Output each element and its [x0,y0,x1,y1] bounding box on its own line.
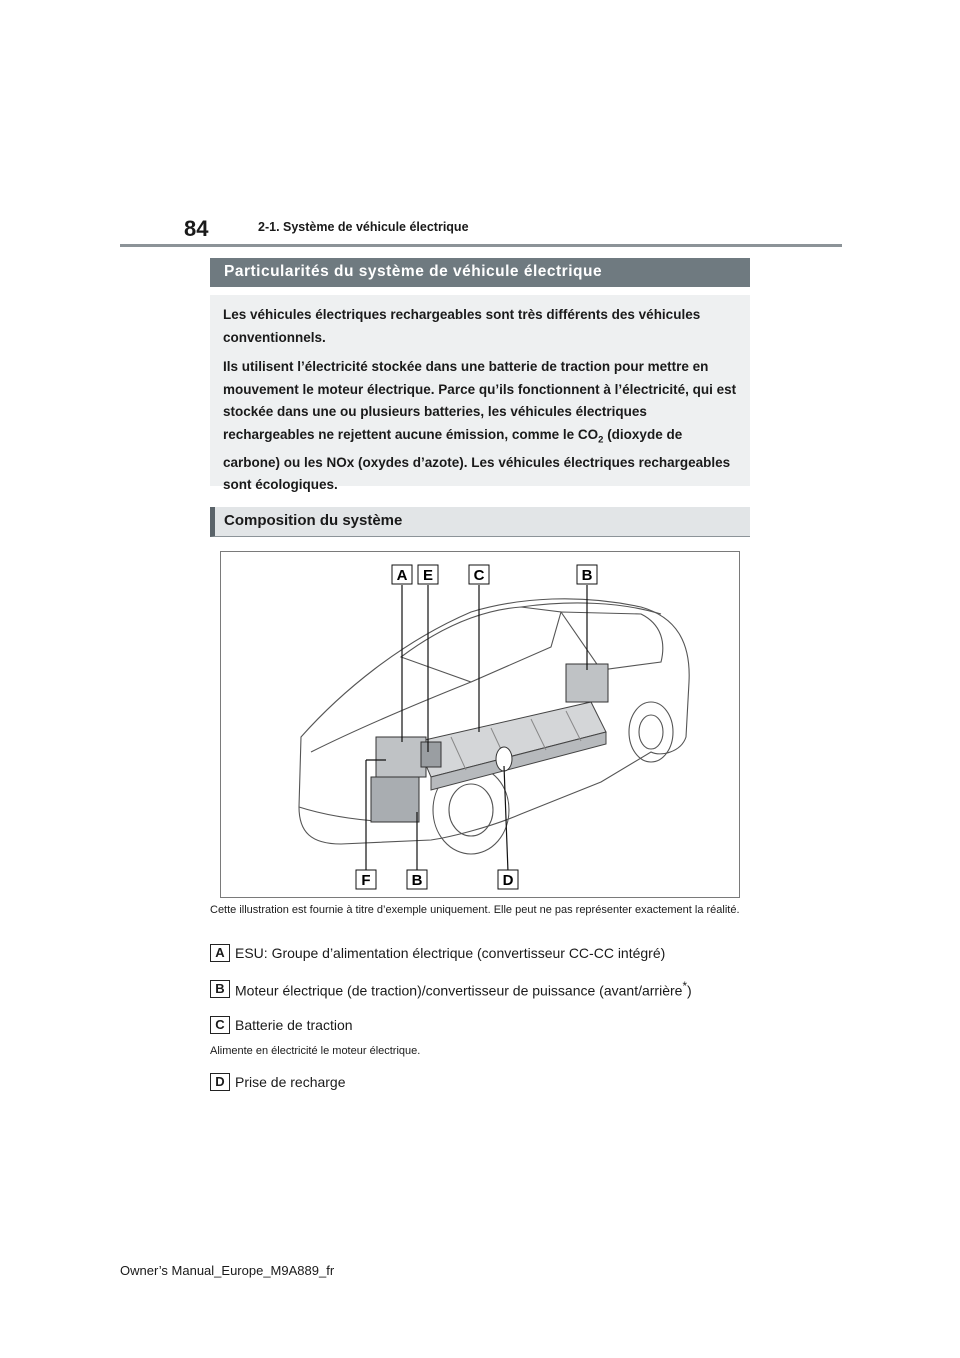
legend-item-a [210,944,665,962]
section-reference: 2-1. Système de véhicule électrique [258,220,469,234]
asterisk-superscript: * [682,980,687,993]
intro-paragraph-2 [223,356,738,497]
legend-key-d: D [210,1073,230,1091]
windshield-outline [401,607,561,682]
legend-key-b: B [210,980,230,998]
legend-key-c: C [210,1016,230,1034]
legend-text-b-suffix: ) [686,982,692,999]
legend-text-d: Prise de recharge [235,1074,346,1090]
rear-wheel-hub [639,715,663,749]
co2-subscript: 2 [598,434,604,446]
system-illustration [220,551,740,898]
header-divider [120,244,842,247]
legend-item-d [210,1073,346,1091]
callout-top-2: E [422,567,434,584]
intro-paragraph-2-text: Ils utilisent l’électricité stockée dans une batterie de traction pour mettre en mouvement le moteur électrique. Parce qu’ils fonctionnent à l’électricité, qui est stockée dans une ou plusieurs batteries, les véhicules électriques rechargeables ne rejettent aucune émission, comme le CO [223,359,737,442]
legend-key-a: A [210,944,230,962]
callout-top-3: C [473,567,485,584]
callout-bottom-1: F [361,872,371,889]
intro-paragraph-2-text-end: (dioxyde de carbone) ou les NOx (oxydes d’azote). Les véhicules électriques rechargeables sont écologiques. [223,426,731,493]
traction-battery [416,702,606,790]
legend-text-b [235,980,692,999]
callout-bottom-2: B [411,872,423,889]
callout-top-1: A [396,567,408,584]
legend-text-a: ESU: Groupe d’alimentation électrique (convertisseur CC-CC intégré) [235,945,666,961]
legend-text-c: Batterie de traction [235,1017,353,1033]
section-title-bar: Particularités du système de véhicule électrique [210,258,750,287]
intro-paragraph-1: Les véhicules électriques rechargeables sont très différents des véhicules conventionnels. [223,307,701,345]
callout-bottom-3: D [502,872,514,889]
legend-note-c: Alimente en électricité le moteur électrique. [210,1045,421,1057]
footer-manual-id: Owner’s Manual_Europe_M9A889_fr [120,1263,335,1278]
legend-item-c [210,1016,353,1034]
callout-top-4: B [581,567,593,584]
figure-caption: Cette illustration est fournie à titre d’exemple uniquement. Elle peut ne pas représenter exactement la réalité. [210,904,740,916]
legend-item-b [210,980,692,999]
page-number: 84 [184,216,209,241]
front-wheel-hub [449,784,493,836]
rear-wheel [629,702,673,762]
side-window [561,612,663,670]
subheading-composition: Composition du système [210,507,750,537]
legend-text-b-main: Moteur électrique (de traction)/convertisseur de puissance (avant/arrière [235,982,683,999]
intro-box [210,295,750,493]
car-diagram [221,552,741,899]
